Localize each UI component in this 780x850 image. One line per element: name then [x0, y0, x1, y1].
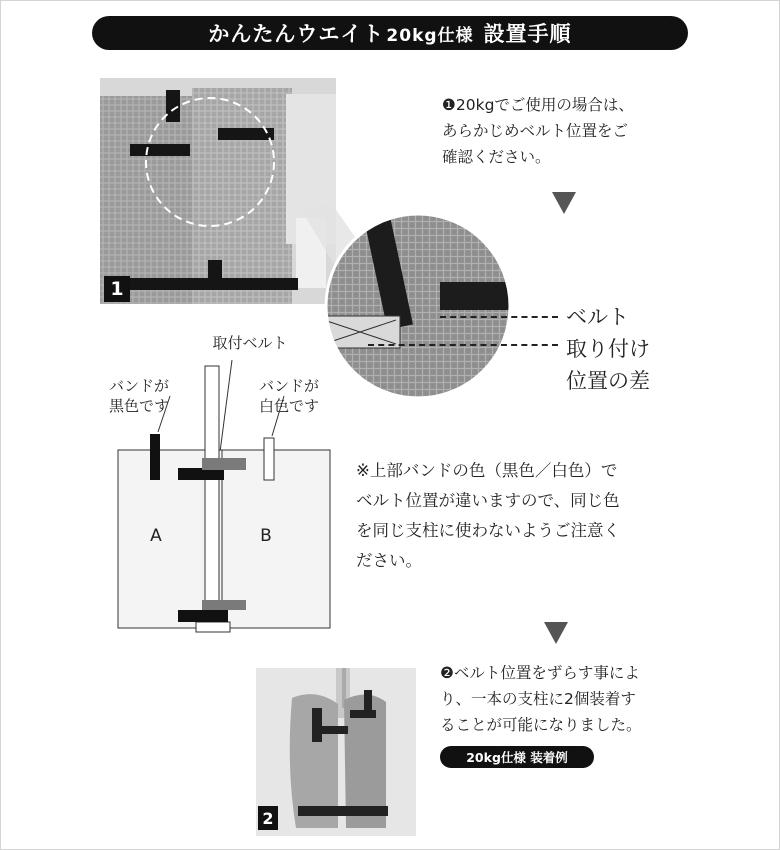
title-tail: 設置手順: [483, 22, 572, 46]
bag-b-label: B: [260, 526, 272, 546]
mounting-belt-label: 取付ベルト: [212, 334, 288, 352]
bag-a-label: A: [150, 526, 162, 546]
black-band-a: [150, 434, 160, 480]
title-spec: 20kg仕様: [386, 25, 474, 46]
example-pill: 20kg仕様 装着例: [440, 746, 594, 768]
black-band-label-2: 黒色です: [108, 397, 169, 415]
diff-marker-line: [368, 344, 558, 346]
belt-grey-top: [202, 458, 246, 470]
note-line-1: ※上部バンドの色（黒色／白色）で: [356, 461, 618, 480]
title-main: かんたんウエイト: [208, 22, 385, 46]
black-band-label-1: バンドが: [108, 377, 169, 395]
note-line-2: ベルト位置が違いますので、同じ色: [356, 491, 620, 510]
step1-text: [442, 92, 634, 170]
callout-belt: ベルト: [566, 305, 629, 329]
step2-text: [440, 660, 642, 738]
down-arrow-icon: [552, 192, 576, 214]
step2-badge: 2: [258, 806, 278, 830]
step1-line-2: あらかじめベルト位置をご: [442, 122, 629, 140]
step2-line-2: り、一本の支柱に2個装着す: [440, 690, 636, 708]
page-title: [92, 16, 688, 50]
belt-marker-line: [440, 316, 558, 318]
bag-diagram: [100, 352, 340, 652]
down-arrow-icon-2: [544, 622, 568, 644]
step1-badge: 1: [104, 276, 130, 302]
step1-line-3: 確認ください。: [442, 148, 551, 166]
step2-line-3: ることが可能になりました。: [440, 716, 642, 734]
belt-black-bottom: [178, 610, 228, 622]
pole: [205, 366, 219, 632]
caution-note: [356, 456, 620, 576]
white-band-label-2: 白色です: [258, 397, 319, 415]
note-line-3: を同じ支柱に使わないようご注意く: [356, 521, 620, 540]
step2-line-1: ❷ベルト位置をずらす事によ: [440, 664, 640, 682]
white-band-label-1: バンドが: [258, 377, 319, 395]
callout-diff-2: 位置の差: [566, 369, 650, 393]
note-line-4: ださい。: [356, 551, 422, 570]
white-band-b: [264, 438, 274, 480]
step1-line-1: ❶20kgでご使用の場合は、: [442, 96, 634, 114]
step2-photo: [256, 668, 416, 836]
callout-diff-1: 取り付け: [566, 337, 650, 361]
belt-grey-bottom: [202, 600, 246, 610]
